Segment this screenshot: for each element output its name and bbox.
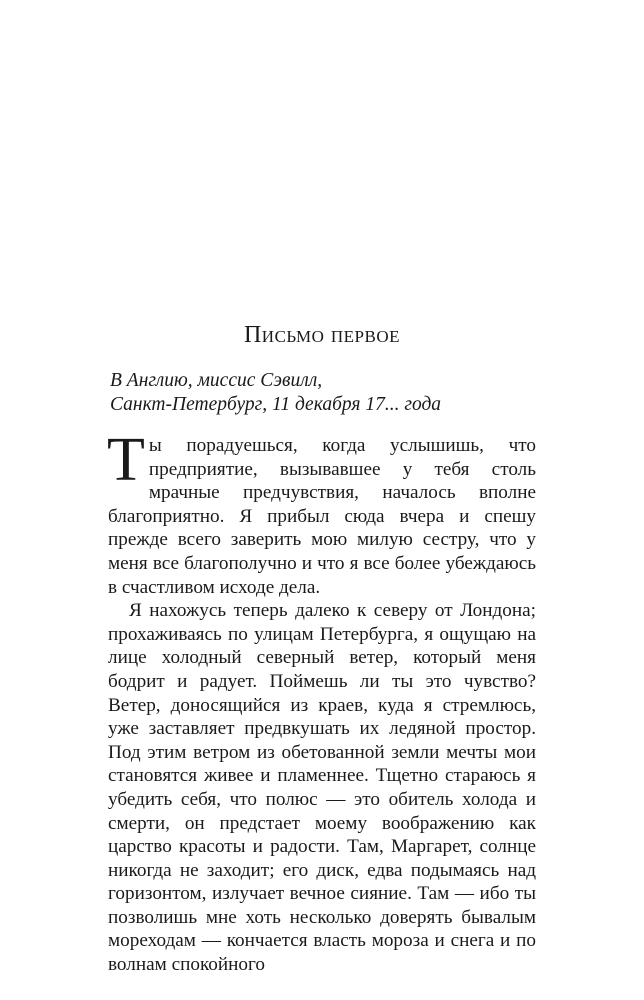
paragraph-text: Я нахожусь теперь далеко к северу от Лондона; прохаживаясь по улицам Петербурга, я ощущаю на лице холодный северный ветер, который меня бодрит и радует. Поймешь ли ты это чувство? Ветер, доносящийся из краев, куда я стремлюсь, уже заставляет предвкушать их ледяной простор. Под этим ветром из обетованной земли мечты мои становятся живее и пламеннее. Тщетно стараюсь я убедить себя, что полюс — это обитель холода и смерти, он предстает моему воображению как царство красоты и радости. Там, Маргарет, солнце никогда не заходит; его диск, едва подымаясь над горизонтом, излучает вечное сияние. Там — ибо ты позволишь мне хоть несколько доверять бывалым мореходам — кончается власть мороза и снега и по волнам спокойного bbox=[108, 600, 536, 976]
paragraph bbox=[108, 599, 536, 977]
drop-cap: Т bbox=[107, 426, 145, 494]
letter-address bbox=[110, 369, 441, 417]
chapter-title: Письмо первое bbox=[243, 322, 401, 348]
letter-body bbox=[107, 426, 536, 977]
address-line-place-date: Санкт-Петербург, 11 декабря 17... года bbox=[110, 394, 442, 415]
paragraph-text: ы порадуешься, когда услышишь, что предприятие, вызывавшее у тебя столь мрачные предчувствия, началось вполне благоприятно. Я прибыл сюда вчера и спешу прежде всего заверить мою милую сестру, что у меня все благополучно и что я все более убеждаюсь в счастливом исходе дела. bbox=[108, 435, 536, 598]
address-line-recipient: В Англию, миссис Сэвилл, bbox=[110, 370, 323, 391]
book-page bbox=[108, 0, 536, 1000]
paragraph bbox=[107, 426, 536, 599]
